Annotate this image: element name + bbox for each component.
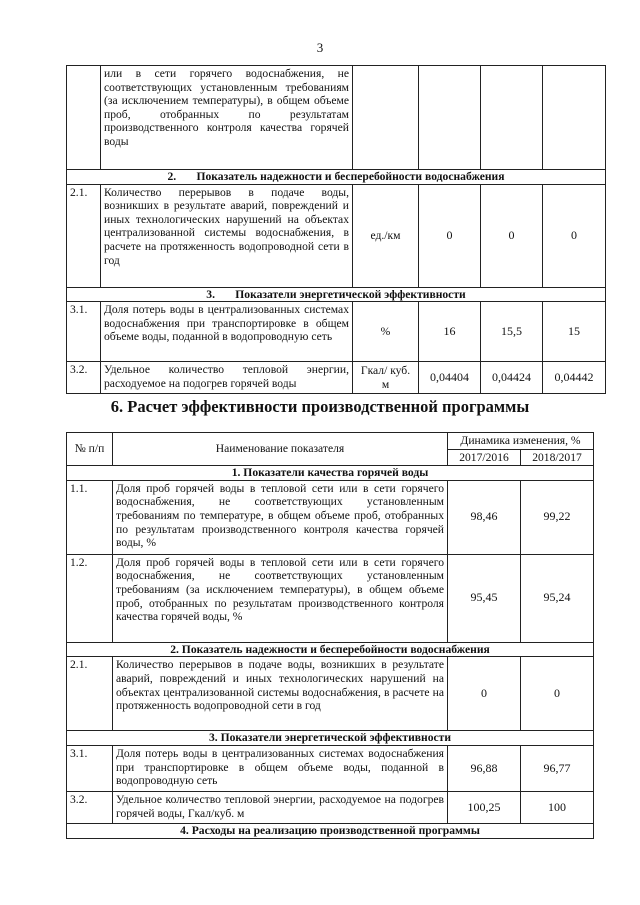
row-index: 1.2. [67, 554, 113, 642]
section-title: 6. Расчет эффективности производственной программы [110, 397, 530, 416]
value-cell: 0,04442 [543, 362, 606, 394]
section-row [67, 642, 594, 657]
value-cell: 95,24 [521, 554, 594, 642]
value-cell: 0,04424 [481, 362, 543, 394]
row-index: 3.1. [67, 745, 113, 791]
value-cell: 98,46 [448, 480, 521, 554]
value-cell: 15 [543, 302, 606, 362]
row-text: Удельное количество тепловой энергии, расходуемое на подогрев горячей воды [101, 362, 353, 394]
row-index: 1.1. [67, 480, 113, 554]
value-cell: 100 [521, 791, 594, 823]
table-row [67, 66, 606, 170]
value-cell: 100,25 [448, 791, 521, 823]
section-row [67, 170, 606, 185]
section-row [67, 823, 594, 838]
value-cell: 0 [448, 657, 521, 731]
section-row [67, 731, 594, 746]
value-cell: 0 [419, 184, 481, 287]
section-heading: 2. Показатель надежности и бесперебойности водоснабжения [67, 170, 606, 185]
value-cell: 16 [419, 302, 481, 362]
table-row [67, 480, 594, 554]
page-number: 3 [316, 40, 324, 55]
section-heading: 3. Показатели энергетической эффективности [67, 731, 594, 746]
row-index: 3.2. [67, 362, 101, 394]
value-cell [543, 66, 606, 170]
value-cell [481, 66, 543, 170]
unit-cell: % [353, 302, 419, 362]
value-cell: 15,5 [481, 302, 543, 362]
table-row [67, 745, 594, 791]
row-text: Доля потерь воды в централизованных системах водоснабжения при транспортировке в общем объеме воды, поданной в водопроводную сеть [101, 302, 353, 362]
header-dynamics: Динамика изменения, % [448, 433, 594, 450]
row-text: Количество перерывов в подаче воды, возникших в результате аварий, повреждений и иных технологических нарушений на объектах централизованной системы водоснабжения, в расчете на протяженность водопроводной сети в год [101, 184, 353, 287]
row-index: 2.1. [67, 184, 101, 287]
row-text: Доля проб горячей воды в тепловой сети или в сети горячего водоснабжения, не соответствующих установленным требованиям по температуре, в общем объеме проб, отобранных по результатам производственного контроля качества горячей воды, % [113, 480, 448, 554]
value-cell: 0 [521, 657, 594, 731]
table-row [67, 184, 606, 287]
value-cell: 96,88 [448, 745, 521, 791]
header-name: Наименование показателя [113, 433, 448, 466]
section-heading: 3. Показатели энергетической эффективности [67, 287, 606, 302]
value-cell: 0 [481, 184, 543, 287]
value-cell: 0,04404 [419, 362, 481, 394]
row-index: 3.2. [67, 791, 113, 823]
table-row [67, 302, 606, 362]
table-row [67, 362, 606, 394]
header-year: 2017/2016 [448, 449, 521, 466]
section-heading: 4. Расходы на реализацию производственной программы [67, 823, 594, 838]
unit-cell: ед./км [353, 184, 419, 287]
efficiency-table [66, 432, 594, 839]
row-text: или в сети горячего водоснабжения, не соответствующих установленным требованиям (за исключением температуры), в общем объеме проб, отобранных по результатам производственного контроля качества горячей воды [101, 66, 353, 170]
table-row [67, 657, 594, 731]
section-heading: 1. Показатели качества горячей воды [67, 466, 594, 481]
value-cell: 0 [543, 184, 606, 287]
row-text: Удельное количество тепловой энергии, расходуемое на подогрев горячей воды, Гкал/куб. м [113, 791, 448, 823]
row-index [67, 66, 101, 170]
row-text: Доля потерь воды в централизованных системах водоснабжения при транспортировке в общем объеме воды, поданной в водопроводную сеть [113, 745, 448, 791]
row-text: Количество перерывов в подаче воды, возникших в результате аварий, повреждений и иных технологических нарушений на объектах централизованной системы водоснабжения, в расчете на протяженность водопроводной сети в год [113, 657, 448, 731]
table-row [67, 554, 594, 642]
value-cell: 99,22 [521, 480, 594, 554]
value-cell [419, 66, 481, 170]
value-cell: 95,45 [448, 554, 521, 642]
unit-cell: Гкал/ куб. м [353, 362, 419, 394]
section-heading: 2. Показатель надежности и бесперебойности водоснабжения [67, 642, 594, 657]
row-text: Доля проб горячей воды в тепловой сети или в сети горячего водоснабжения, не соответствующих установленным требованиям (за исключением температуры), в общем объеме проб, отобранных по результатам производственного контроля качества горячей воды, % [113, 554, 448, 642]
unit-cell [353, 66, 419, 170]
indicators-table-continued [66, 65, 606, 394]
section-row [67, 287, 606, 302]
value-cell: 96,77 [521, 745, 594, 791]
header-num: № п/п [67, 433, 113, 466]
header-year: 2018/2017 [521, 449, 594, 466]
row-index: 2.1. [67, 657, 113, 731]
section-row [67, 466, 594, 481]
header-row [67, 433, 594, 450]
table-row [67, 791, 594, 823]
row-index: 3.1. [67, 302, 101, 362]
